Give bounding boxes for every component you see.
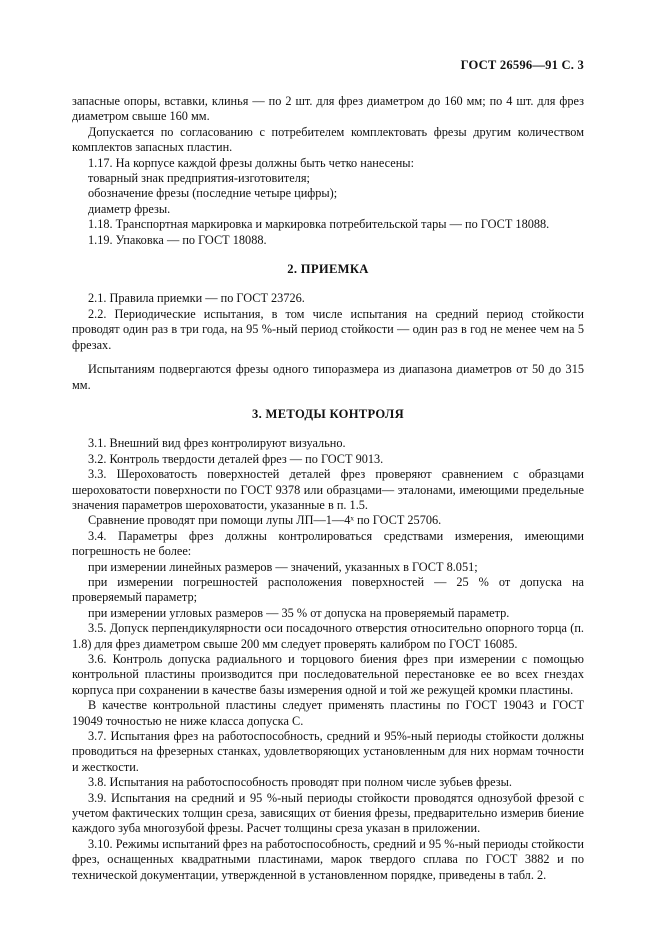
paragraph: Сравнение проводят при помощи лупы ЛП—1—4ˣ по ГОСТ 25706.	[88, 513, 442, 528]
section-2-title: 2. ПРИЕМКА	[287, 262, 369, 277]
page-header: ГОСТ 26596—91 С. 3	[460, 58, 584, 72]
paragraph: 3.7. Испытания фрез на работоспособность, средний и 95%-ный периоды стойкости должны проводиться на фрезерных станках, удовлетворяющих установленным для них нормам точности и жесткости.	[72, 729, 584, 774]
paragraph: 3.3. Шероховатость поверхностей деталей фрез проверяют сравнением с образцами шероховатости поверхности по ГОСТ 9378 или образцами— эталонами, имеющими предельные значения параметров шероховатости, указанные в п. 1.5.	[72, 467, 584, 512]
paragraph: 1.19. Упаковка — по ГОСТ 18088.	[88, 232, 267, 247]
paragraph: при измерении погрешностей расположения поверхностей — 25 % от допуска на проверяемый параметр;	[72, 574, 584, 605]
paragraph: 1.17. На корпусе каждой фрезы должны быть четко нанесены:	[88, 155, 414, 170]
paragraph: при измерении линейных размеров — значений, указанных в ГОСТ 8.051;	[88, 559, 478, 574]
section-3-title: 3. МЕТОДЫ КОНТРОЛЯ	[252, 406, 404, 421]
paragraph: запасные опоры, вставки, клинья — по 2 шт. для фрез диаметром до 160 мм; по 4 шт. для фрез диаметром свыше 160 мм.	[72, 94, 584, 124]
document-body	[72, 56, 584, 883]
paragraph: диаметр фрезы.	[88, 201, 171, 216]
paragraph: 3.4. Параметры фрез должны контролироваться средствами измерения, имеющими погрешность не более:	[72, 528, 584, 559]
paragraph: 3.9. Испытания на средний и 95 %-ный периоды стойкости проводятся однозубой фрезой с учетом фактических толщин среза, зависящих от биения фрезы, предварительно измерив биение каждого зуба многозубой фрезы. Расчет толщины среза указан в приложении.	[72, 790, 584, 836]
section-2-body	[72, 291, 584, 392]
paragraph: Испытаниям подвергаются фрезы одного типоразмера из диапазона диаметров от 50 до 315 мм.	[72, 362, 584, 392]
paragraph: 3.5. Допуск перпендикулярности оси посадочного отверстия относительно опорного торца (п. 1.8) для фрез диаметром свыше 200 мм следует проверять калибром по ГОСТ 16085.	[72, 621, 584, 651]
paragraph: 1.18. Транспортная маркировка и маркировка потребительской тары — по ГОСТ 18088.	[88, 217, 550, 232]
paragraph: обозначение фрезы (последние четыре цифры);	[88, 186, 338, 201]
paragraph: 3.6. Контроль допуска радиального и торцового биения фрез при измерении с помощью контрольной пластины производится при последовательной перестановке ее во всех гнездах корпуса при сохранении в качестве базы измерения одной и той же режущей кромки пластины.	[72, 652, 584, 697]
paragraph: 3.8. Испытания на работоспособность проводят при полном числе зубьев фрезы.	[88, 775, 512, 790]
paragraph: Допускается по согласованию с потребителем комплектовать фрезы другим количеством комплектов запасных пластин.	[72, 124, 584, 155]
paragraph: товарный знак предприятия-изготовителя;	[88, 171, 310, 186]
paragraph: 2.1. Правила приемки — по ГОСТ 23726.	[88, 291, 305, 306]
paragraph: В качестве контрольной пластины следует применять пластины по ГОСТ 19043 и ГОСТ 19049 точностью не ниже класса допуска С.	[72, 698, 584, 728]
paragraph: 2.2. Периодические испытания, в том числе испытания на средний период стойкости проводят один раз в три года, на 95 %-ный период стойкости — один раз в год не менее чем на 5 фрезах.	[72, 306, 584, 352]
paragraph: 3.2. Контроль твердости деталей фрез — по ГОСТ 9013.	[88, 451, 384, 466]
paragraph: при измерении угловых размеров — 35 % от допуска на проверяемый параметр.	[88, 605, 510, 620]
section-3-body	[72, 436, 584, 883]
paragraph: 3.1. Внешний вид фрез контролируют визуально.	[88, 436, 346, 451]
section-1-continuation	[72, 94, 584, 248]
paragraph: 3.10. Режимы испытаний фрез на работоспособность, средний и 95 %-ный периоды стойкости фрез, оснащенных квадратными пластинами, марок твердого сплава по ГОСТ 3882 и по технической документации, утвержденной в установленном порядке, приведены в табл. 2.	[72, 836, 584, 882]
